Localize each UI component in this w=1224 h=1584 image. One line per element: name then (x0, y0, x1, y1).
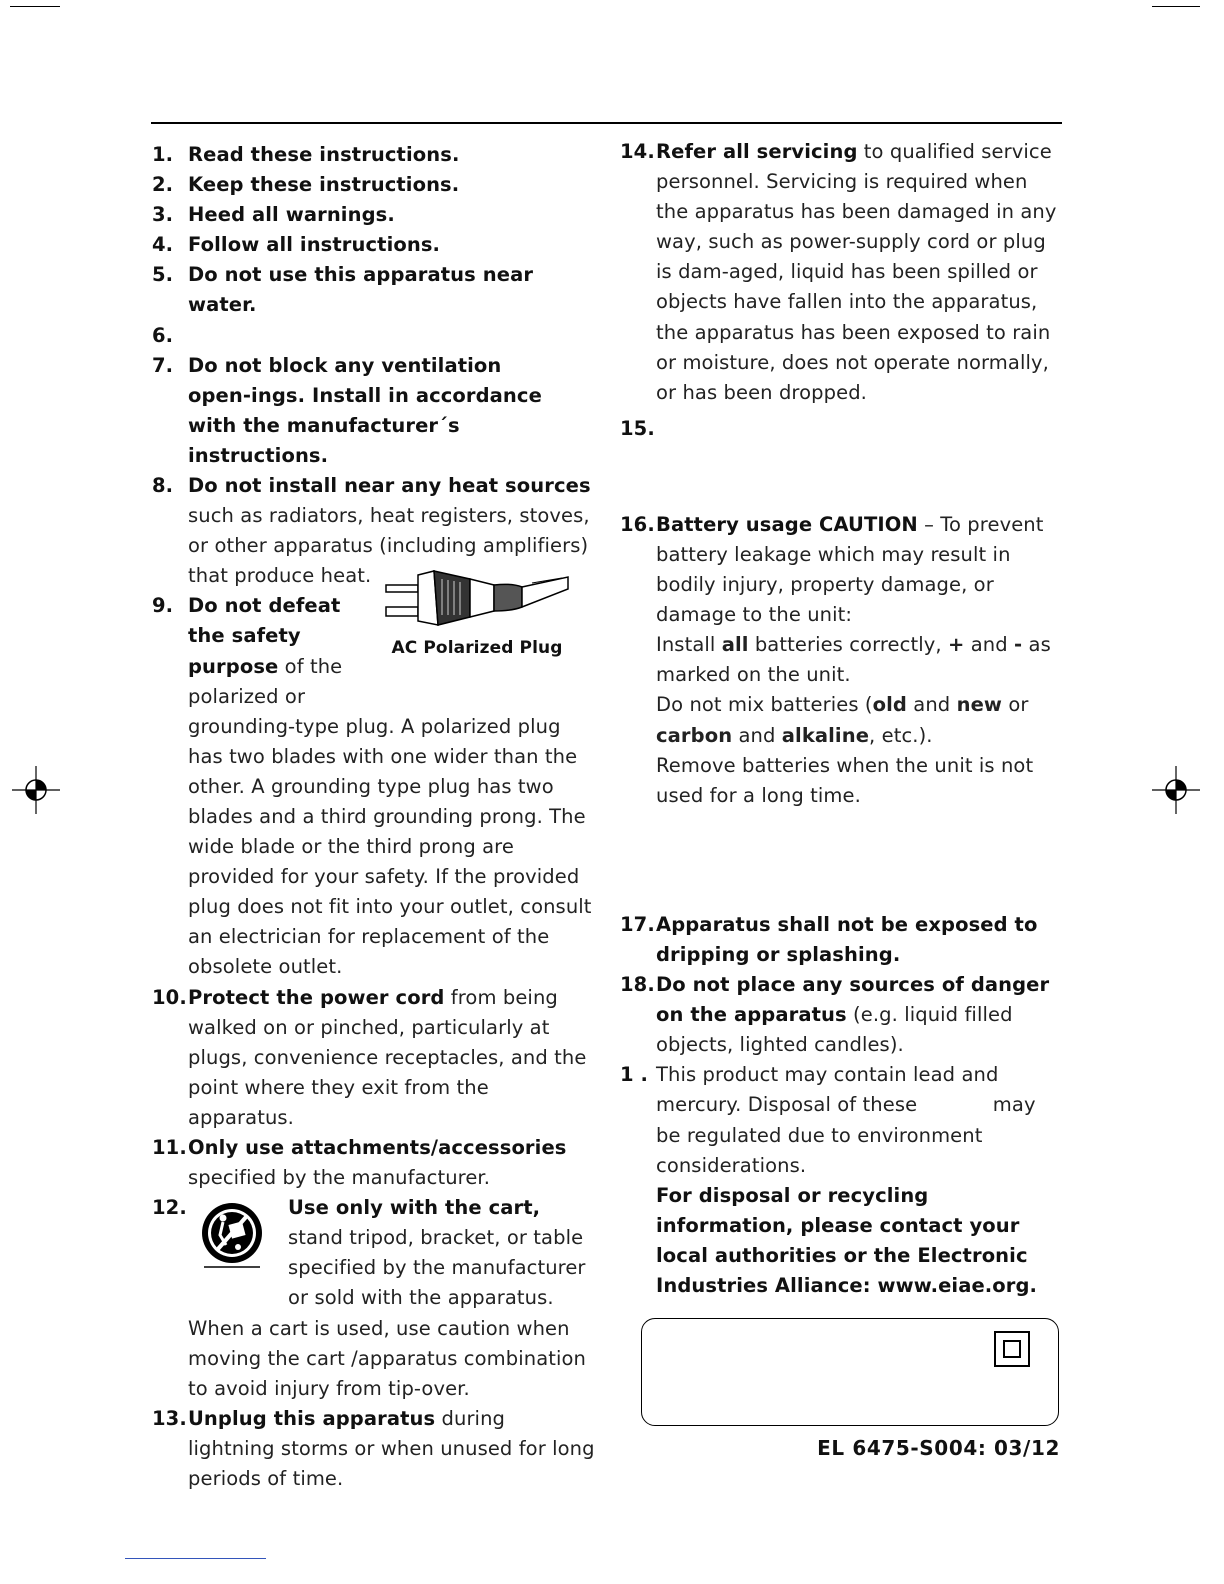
plug-caption: AC Polarized Plug (391, 638, 563, 658)
footer-line (125, 1558, 266, 1559)
disposal-info: For disposal or recycling information, please contact your local authorities or the Electronic Industries Alliance: www.eiae.org. (656, 1183, 1038, 1297)
notice-box (641, 1318, 1059, 1426)
list-item: 2. Keep these instructions. (152, 173, 460, 197)
list-item: 5. Do not use this apparatus near water. (152, 263, 534, 317)
crop-mark-top-right (1152, 6, 1200, 7)
polarized-plug-figure (382, 563, 572, 657)
list-item: 9. Do not defeat the safety purpose of the polarized or grounding-type plug. A polarized plug has two blades with one wider than the other. A grounding type plug has two blades and a third grounding prong. The wide blade or the third prong are provided for your safety. If the provided plug does not fit into your outlet, consult an electrician for replacement of the obsolete outlet. (152, 594, 592, 979)
header-rule (151, 122, 1062, 124)
list-item: 1 . This product may contain lead and mercury. Disposal of these may be regulated due to environment considerations. For disposal or recycling information, please contact your local authorities or the Electronic Industries Alliance: www.eiae.org. (620, 1060, 1065, 1301)
list-item: 14. Refer all servicing to qualified service personnel. Servicing is required when the apparatus has been damaged in any way, such as power-supply cord or plug is dam-aged, liquid has been spilled or objects have fallen into the apparatus, the apparatus has been exposed to rain or moisture, does not operate normally, or has been dropped. (620, 140, 1057, 404)
list-item: 13. Unplug this apparatus during lightning storms or when unused for long periods of time. (152, 1406, 595, 1491)
battery-remove-line: Remove batteries when the unit is not used for a long time. (656, 753, 1034, 807)
list-item: 7. Do not block any ventilation open-ings. Install in accordance with the manufacturer´s instructions. (152, 353, 542, 467)
list-item: 18. Do not place any sources of danger on the apparatus (e.g. liquid filled objects, lighted candles). (620, 973, 1050, 1057)
list-item: 12. Use only with the cart, stand tripod, bracket, or table specified by the manufacturer or sold with the apparatus. When a cart is used, use caution when moving the cart /apparatus combination to avoid injury from tip-over. (152, 1196, 587, 1400)
list-item: 10. Protect the power cord from being walked on or pinched, particularly at plugs, convenience receptacles, and the point where they exit from the apparatus. (152, 985, 587, 1129)
polarized-plug-icon (382, 563, 572, 635)
registration-mark-left-icon (12, 766, 60, 814)
list-item: 17. Apparatus shall not be exposed to dripping or splashing. (620, 912, 1038, 966)
registration-mark-right-icon (1152, 766, 1200, 814)
left-column (152, 140, 597, 1494)
list-item: 8. Do not install near any heat sources such as radiators, heat registers, stoves, or other apparatus (including amplifiers) that produce heat. (152, 473, 591, 588)
double-insulation-icon (994, 1331, 1030, 1367)
list-item: 4. Follow all instructions. (152, 233, 441, 257)
battery-install-line: Install all batteries correctly, + and - as marked on the unit. (656, 633, 1051, 687)
document-code: EL 6475-S004: 03/12 (817, 1436, 1060, 1460)
list-item: 1. Read these instructions. (152, 143, 460, 166)
list-item: 16. Battery usage CAUTION – To prevent battery leakage which may result in bodily injury, property damage, or damage to the unit: Install all batteries correctly, + and - as marked on the unit. Do not mix batteries (old and new or carbon and alkaline, etc.). Remove batteries when the unit is not used for a long time. (620, 510, 1065, 910)
list-item: 3. Heed all warnings. (152, 203, 395, 227)
battery-mix-line: Do not mix batteries (old and new or carbon and alkaline, etc.). (656, 693, 1029, 747)
list-item: 11. Only use attachments/accessories specified by the manufacturer. (152, 1136, 567, 1190)
crop-mark-top-left (10, 6, 60, 7)
right-column (620, 137, 1065, 1301)
cart-warning-icon (196, 1199, 268, 1271)
list-item: 15. (620, 416, 655, 440)
list-item: 6. (152, 323, 174, 347)
